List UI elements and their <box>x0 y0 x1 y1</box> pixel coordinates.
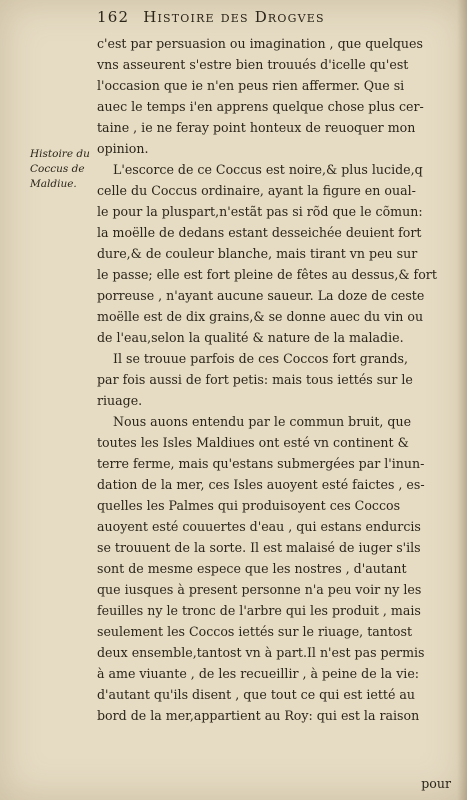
body-text <box>97 33 455 726</box>
text-line: toutes les Isles Maldiues ont esté vn continent & <box>97 435 409 450</box>
text-line: que iusques à present personne n'a peu voir ny les <box>97 582 422 597</box>
text-line: de l'eau,selon la qualité & nature de la maladie. <box>97 330 404 345</box>
text-line: quelles les Palmes qui produisoyent ces Coccos <box>97 498 401 513</box>
page-number: 162 <box>97 8 130 26</box>
text-line: l'occasion que ie n'en peus rien affermer. Que si <box>97 78 405 93</box>
margin-note-line: Coccus de <box>30 163 85 175</box>
text-line: taine , ie ne feray point honteux de reuoquer mon <box>97 120 416 135</box>
text-line: riuage. <box>97 393 143 408</box>
text-line: dation de la mer, ces Isles auoyent esté faictes , es- <box>97 477 425 492</box>
margin-note-line: Histoire du <box>30 148 90 160</box>
text-line: sont de mesme espece que les nostres , d'autant <box>97 561 407 576</box>
text-line: la moëlle de dedans estant desseichée deuient fort <box>97 225 422 240</box>
text-line: Il se trouue parfois de ces Coccos fort grands, <box>113 351 409 366</box>
text-line: deux ensemble,tantost vn à part.Il n'est pas permis <box>97 645 425 660</box>
text-line: moëlle est de dix grains,& se donne auec du vin ou <box>97 309 424 324</box>
text-line: celle du Coccus ordinaire, ayant la figure en oual- <box>97 183 416 198</box>
text-line: se trouuent de la sorte. Il est malaisé de iuger s'ils <box>97 540 421 555</box>
catchword: pour <box>421 776 451 791</box>
text-line: dure,& de couleur blanche, mais tirant vn peu sur <box>97 246 418 261</box>
text-line: porreuse , n'ayant aucune saueur. La doze de ceste <box>97 288 425 303</box>
text-line: L'escorce de ce Coccus est noire,& plus lucide,q <box>113 162 423 177</box>
text-line: auec le temps i'en apprens quelque chose plus cer- <box>97 99 424 114</box>
text-line: bord de la mer,appartient au Roy: qui est la raison <box>97 708 420 723</box>
text-line: à ame viuante , de les recueillir , à peine de la vie: <box>97 666 420 681</box>
page-fold-shadow <box>457 0 467 800</box>
text-line: vns asseurent s'estre bien trouués d'icelle qu'est <box>97 57 409 72</box>
text-line: d'autant qu'ils disent , que tout ce qui est ietté au <box>97 687 416 702</box>
page-header <box>97 8 325 26</box>
running-title: Histoire des Drogves <box>143 8 325 26</box>
text-line: auoyent esté couuertes d'eau , qui estans endurcis <box>97 519 421 534</box>
text-line: feuilles ny le tronc de l'arbre qui les produit , mais <box>97 603 421 618</box>
margin-note-line: Maldiue. <box>30 178 77 190</box>
text-line: c'est par persuasion ou imagination , que quelques <box>97 36 423 51</box>
text-line: terre ferme, mais qu'estans submergées par l'inun- <box>97 456 425 471</box>
text-line: le passe; elle est fort pleine de fêtes au dessus,& fort <box>97 267 437 282</box>
text-line: le pour la pluspart,n'estãt pas si rõd que le cõmun: <box>97 204 423 219</box>
margin-note <box>30 147 100 192</box>
text-line: Nous auons entendu par le commun bruit, que <box>113 414 412 429</box>
text-line: seulement les Coccos iettés sur le riuage, tantost <box>97 624 413 639</box>
text-line: par fois aussi de fort petis: mais tous iettés sur le <box>97 372 413 387</box>
text-line: opinion. <box>97 141 149 156</box>
